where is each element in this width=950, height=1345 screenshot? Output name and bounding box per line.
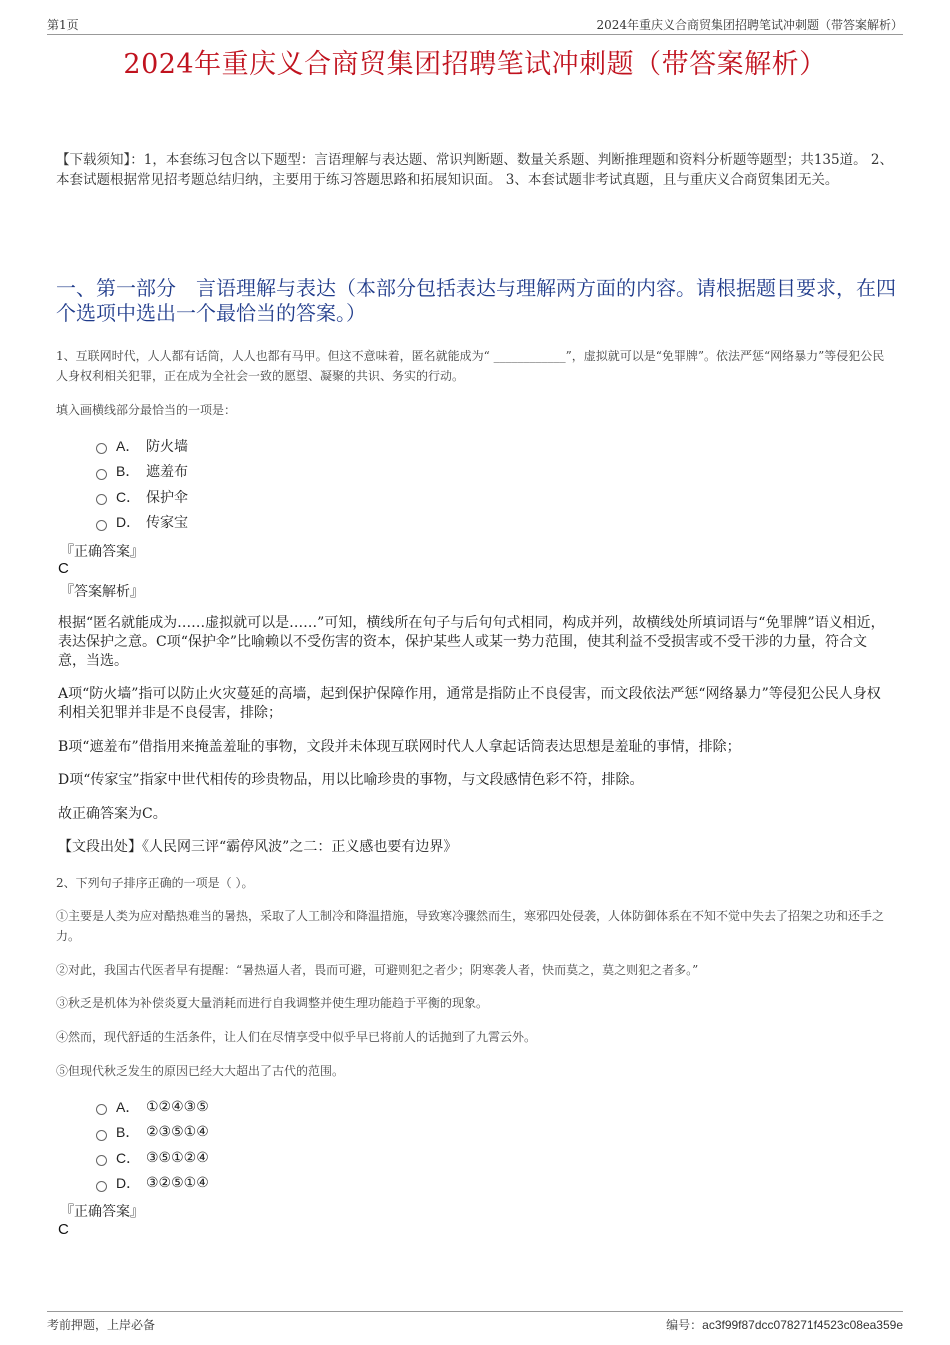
option-letter: B． (116, 463, 140, 480)
question-2-stem: 2、下列句子排序正确的一项是（ ）。 (56, 876, 254, 890)
option-text: ③⑤①②④ (146, 1149, 209, 1166)
question-2-options (96, 1094, 209, 1196)
correct-answer: C (58, 1221, 69, 1238)
analysis-paragraph: B项“遮羞布”借指用来掩盖羞耻的事物，文段并未体现互联网时代人人拿起话筒表达思想是羞耻的事情，排除； (58, 739, 741, 755)
radio-icon[interactable] (96, 1155, 107, 1166)
option-text: ②③⑤①④ (146, 1124, 209, 1141)
page-number: 第1页 (47, 18, 79, 32)
radio-icon[interactable] (96, 469, 107, 480)
option-b[interactable] (96, 459, 188, 485)
question-2-sentence: ①主要是人类为应对酷热难当的暑热，采取了人工制冷和降温措施，导致寒冷骤然而生，寒邪四处侵袭，人体防御体系在不知不觉中失去了招架之功和还手之力。 (56, 909, 885, 943)
radio-icon[interactable] (96, 1181, 107, 1192)
radio-icon[interactable] (96, 1104, 107, 1115)
radio-icon[interactable] (96, 494, 107, 505)
radio-icon[interactable] (96, 1130, 107, 1141)
question-2-sentence: ⑤但现代秋乏发生的原因已经大大超出了古代的范围。 (56, 1064, 345, 1078)
option-text: ①②④③⑤ (146, 1098, 209, 1115)
option-text: ③②⑤①④ (146, 1175, 209, 1192)
option-d[interactable] (96, 1171, 209, 1197)
source-citation: 【文段出处】《人民网三评“霸停风波”之二：正义感也要有边界》 (58, 839, 458, 855)
correct-answer-label: 『正确答案』 (60, 544, 144, 560)
option-letter: A． (116, 1098, 140, 1115)
option-letter: A． (116, 437, 140, 454)
option-a[interactable] (96, 433, 188, 459)
option-letter: C． (116, 488, 141, 505)
code-value: ac3f99f87dcc078271f4523c08ea359e (702, 1318, 903, 1332)
option-letter: D． (116, 1175, 141, 1192)
option-text: 遮羞布 (146, 464, 188, 481)
question-2-sentence: ④然而，现代舒适的生活条件，让人们在尽情享受中似乎早已将前人的话抛到了九霄云外。 (56, 1030, 537, 1044)
page-footer (47, 1311, 903, 1334)
code-label: 编号： (666, 1318, 703, 1332)
analysis-conclusion: 故正确答案为C。 (58, 806, 167, 822)
option-c[interactable] (96, 1145, 209, 1171)
question-2-sentence: ③秋乏是机体为补偿炎夏大量消耗而进行自我调整并使生理功能趋于平衡的现象。 (56, 996, 489, 1010)
question-1-options (96, 433, 188, 535)
correct-answer-label: 『正确答案』 (60, 1204, 144, 1220)
question-1-prompt: 填入画横线部分最恰当的一项是： (56, 403, 237, 417)
analysis-paragraph: 根据“匿名就能成为……虚拟就可以是……”可知，横线所在句子与后句句式相同，构成并列，故横线处所填词语与“免罪牌”语义相近，表达保护之意。C项“保护伞”比喻赖以不受伤害的资本，保护某些人或某一势力范围，使其利益不受损害或不受干涉的力量，符合文意，当选。 (58, 615, 885, 669)
download-notice: 【下载须知】：1，本套练习包含以下题型：言语理解与表达题、常识判断题、数量关系题、判断推理题和资料分析题等题型；共135道。 2、本套试题根据常见招考题总结归纳，主要用于练习答题思路和拓展知识面。 3、本套试题非考试真题，且与重庆义合商贸集团无关。 (56, 152, 893, 188)
header-doc-title: 2024年重庆义合商贸集团招聘笔试冲刺题（带答案解析） (596, 18, 903, 32)
option-text: 防火墙 (146, 438, 188, 455)
section-heading: 一、第一部分 言语理解与表达（本部分包括表达与理解两方面的内容。请根据题目要求，在四个选项中选出一个最恰当的答案。） (56, 276, 896, 325)
option-text: 传家宝 (146, 515, 188, 532)
page-header (47, 14, 903, 35)
option-b[interactable] (96, 1120, 209, 1146)
question-2-sentence: ②对此，我国古代医者早有提醒：“暑热逼人者，畏而可避，可避则犯之者少；阴寒袭人者，快而莫之，莫之则犯之者多。” (56, 963, 699, 977)
option-letter: B． (116, 1124, 140, 1141)
option-c[interactable] (96, 484, 188, 510)
radio-icon[interactable] (96, 443, 107, 454)
correct-answer: C (58, 560, 69, 577)
question-1-stem: 1、互联网时代，人人都有话筒，人人也都有马甲。但这不意味着，匿名就能成为“ ____________”，虚拟就可以是“免罪牌”。依法严惩“网络暴力”等侵犯公民人身权利相关犯罪，正在成为全社会一致的愿望、凝聚的共识、务实的行动。 (56, 349, 885, 383)
footer-slogan: 考前押题，上岸必备 (47, 1318, 156, 1332)
option-d[interactable] (96, 510, 188, 536)
analysis-paragraph: A项“防火墙”指可以防止火灾蔓延的高墙，起到保护保障作用，通常是指防止不良侵害，而文段依法严惩“网络暴力”等侵犯公民人身权利相关犯罪并非是不良侵害，排除； (58, 686, 881, 721)
analysis-paragraph: D项“传家宝”指家中世代相传的珍贵物品，用以比喻珍贵的事物，与文段感情色彩不符，排除。 (58, 772, 644, 788)
option-letter: C． (116, 1149, 141, 1166)
option-a[interactable] (96, 1094, 209, 1120)
option-text: 保护伞 (146, 489, 188, 506)
document-code (666, 1316, 903, 1333)
option-letter: D． (116, 514, 141, 531)
radio-icon[interactable] (96, 520, 107, 531)
analysis-label: 『答案解析』 (60, 584, 144, 600)
document-title: 2024年重庆义合商贸集团招聘笔试冲刺题（带答案解析） (123, 49, 827, 80)
